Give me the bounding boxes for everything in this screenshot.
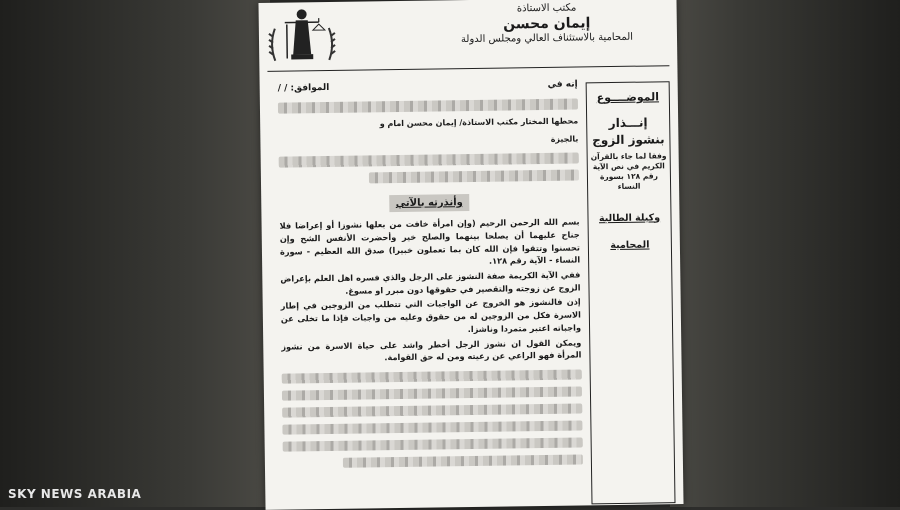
sidebar-agent: وكيلة الطالبة	[588, 212, 670, 224]
redacted-line	[282, 420, 582, 434]
subject-sidebar	[586, 81, 676, 504]
date-line	[278, 78, 578, 96]
reference-text: إنه في	[548, 78, 578, 92]
redacted-line	[279, 152, 579, 167]
intro-line-2: بالجيزة	[278, 134, 578, 151]
paragraph: ويمكن القول ان نشوز الرجل أخطر واشد على حياة الاسرة من نشوز المرأة فهو الراعي عن رعيته ومن له حق القوامة.	[281, 336, 581, 366]
sidebar-warning-subject: بنشوز الزوج	[587, 132, 669, 147]
paragraph: بسم الله الرحمن الرحيم (وإن امرأة خافت من بعلها نشوزا أو إعراضا فلا جناح عليهما أن يصلحا بينهما والصلح خير وأحضرت الأنفس الشح وإن تحسنوا وتتقوا فإن الله كان بما تعملون خبيرا) صدق الله العظيم - سورة النساء - الآية رقم ١٢٨.	[280, 216, 581, 271]
letterhead-name: إيمان محسن	[427, 14, 667, 35]
letterhead-title: المحامية بالاستئناف العالي ومجلس الدولة	[427, 31, 667, 47]
paragraph: إذن فالنشوز هو الخروج عن الواجبات التي تتطلب من الزوجين في إطار الاسرة فكل من الزوجين له من حقوق وعليه من واجبات فإذا ما تخلى عن واجباته اعتبر متمردا وناشزا.	[281, 296, 582, 338]
legal-document-page	[258, 0, 683, 510]
sidebar-lawyer: المحامية	[589, 239, 671, 251]
letterhead	[427, 1, 668, 47]
redacted-block	[282, 369, 583, 468]
sidebar-subject-label: الموضــــوع	[587, 90, 669, 104]
redacted-line	[282, 369, 582, 383]
date-label: الموافق: / /	[278, 82, 330, 97]
intro-line: محطها المختار مكتب الاستاذة/ إيمان محسن امام و	[278, 115, 578, 132]
background-right	[670, 0, 900, 507]
letterhead-office: مكتب الاستاذة	[427, 1, 667, 17]
section-heading: وأنذرته بالآتي	[390, 194, 469, 213]
redacted-line	[369, 169, 579, 183]
scales-of-justice-icon	[265, 4, 340, 67]
redacted-line	[283, 437, 583, 451]
paragraph: ففي الآية الكريمة صفة النشوز على الرجل والذي فسره اهل العلم بإعراض الزوج عن زوجته والتقصير في حقوقها دون مبرر او مسوغ.	[280, 269, 580, 299]
document-body	[278, 78, 583, 468]
sidebar-note: وفقا لما جاء بالقرآن الكريم في نص الآية رقم ١٢٨ بسورة النساء	[588, 151, 671, 193]
header-divider	[267, 65, 669, 72]
sidebar-warning-title: إنـــذار	[587, 115, 669, 130]
redacted-line	[282, 386, 582, 400]
redacted-line	[278, 98, 578, 113]
redacted-line	[282, 403, 582, 417]
redacted-line	[343, 454, 583, 467]
watermark: SKY NEWS ARABIA	[8, 487, 141, 501]
background-left	[0, 0, 270, 507]
